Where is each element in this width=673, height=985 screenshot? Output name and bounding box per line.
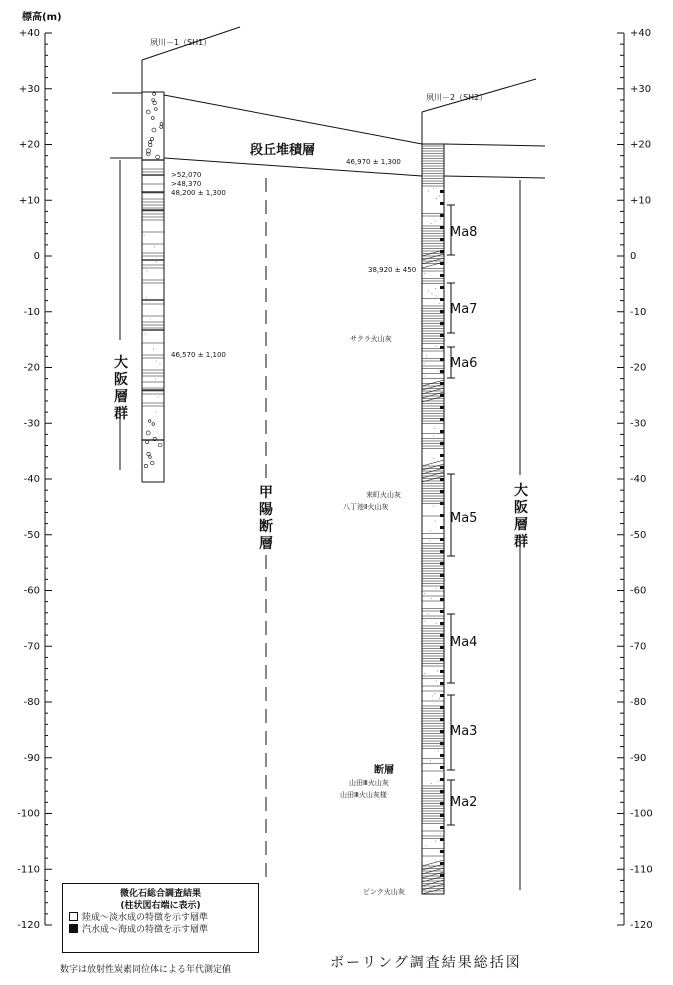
right-tick-label: -30 (630, 418, 647, 430)
microfossil-marker (440, 238, 444, 241)
vertical-char: 阪 (114, 372, 128, 388)
ma5-label: Ma5 (450, 511, 478, 526)
right-tick-label: -50 (630, 529, 647, 541)
sand-dot (436, 198, 437, 199)
left-tick-label: +20 (18, 139, 40, 151)
microfossil-marker (440, 754, 444, 757)
sand-dot (428, 613, 429, 614)
right-elevation-axis (617, 28, 653, 931)
corr-line-a2 (444, 144, 545, 146)
sand-dot (440, 833, 441, 834)
sand-dot (155, 412, 156, 413)
sand-dot (429, 541, 430, 542)
sand-dot (431, 783, 432, 784)
sand-dot (430, 531, 431, 532)
legend-box (62, 883, 259, 953)
microfossil-marker (440, 802, 444, 805)
sand-dot (426, 356, 427, 357)
open-square-icon (69, 912, 78, 921)
microfossil-marker (440, 838, 444, 841)
microfossil-marker (440, 526, 444, 529)
vertical-char: 甲 (259, 485, 273, 501)
sand-dot (432, 696, 433, 697)
osaka-label-left (114, 354, 128, 422)
microfossil-marker (440, 490, 444, 493)
right-tick-label: +40 (630, 28, 652, 39)
right-tick-label: 0 (630, 251, 637, 262)
sand-dot (437, 671, 438, 672)
sand-dot (435, 521, 436, 522)
microfossil-marker (440, 310, 444, 313)
vertical-char: 断 (259, 519, 273, 535)
right-tick-label: -80 (630, 697, 647, 708)
microfossil-marker (440, 406, 444, 409)
microfossil-marker (440, 538, 444, 541)
y-axis-title: 標高(m) (22, 12, 62, 23)
left-tick-label: -10 (23, 306, 40, 318)
corr-line-a (164, 95, 422, 144)
sand-dot (434, 693, 435, 694)
sand-dot (435, 841, 436, 842)
microfossil-marker (440, 334, 444, 337)
ash-pink: ピンク火山灰 (363, 888, 405, 896)
legend-title-1: 微化石総合調査結果 (119, 889, 201, 899)
microfossil-marker (440, 274, 444, 277)
ash-yamada3: 山田Ⅲ火山灰 (349, 779, 389, 787)
left-tick-label: +40 (18, 28, 40, 39)
right-tick-label: -10 (630, 306, 647, 318)
ash-hacchoike: 八丁池Ⅱ火山灰 (343, 503, 389, 511)
left-tick-label: -50 (23, 529, 40, 541)
left-tick-label: +10 (18, 195, 40, 207)
microfossil-marker (440, 562, 444, 565)
sand-dot (145, 334, 146, 335)
right-tick-label: -90 (630, 752, 647, 764)
sand-dot (438, 371, 439, 372)
sand-dot (433, 458, 434, 459)
right-tick-label: +20 (630, 139, 652, 151)
sand-dot (435, 221, 436, 222)
sand-dot (433, 506, 434, 507)
fault-small-label: 断層 (374, 765, 394, 776)
microfossil-marker (440, 730, 444, 733)
left-tick-label: -70 (23, 641, 40, 653)
microfossil-marker (440, 370, 444, 373)
left-tick-label: -110 (17, 864, 40, 876)
sand-dot (153, 349, 154, 350)
microfossil-marker (440, 358, 444, 361)
microfossil-marker (440, 514, 444, 517)
left-tick-label: 0 (33, 251, 40, 262)
date-sh2-0: 46,970 ± 1,300 (346, 158, 401, 166)
sand-dot (155, 379, 156, 380)
right-tick-label: -110 (630, 864, 653, 876)
legend-row-land: 陸成～淡水成の特徴を示す層準 (69, 912, 258, 924)
vertical-char: 層 (259, 536, 273, 552)
sh2-label: 夙川－2（SH2） (426, 93, 488, 102)
microfossil-marker (440, 670, 444, 673)
microfossil-marker (440, 502, 444, 505)
filled-square-icon (69, 924, 78, 933)
microfossil-marker (440, 442, 444, 445)
ash-sakura: サクラ火山灰 (350, 335, 392, 343)
sand-dot (431, 223, 432, 224)
figure-title: ボーリング調査結果総括図 (330, 955, 522, 971)
left-tick-label: -20 (23, 362, 40, 374)
microfossil-marker (440, 634, 444, 637)
microfossil-marker (440, 418, 444, 421)
sand-dot (424, 363, 425, 364)
microfossil-marker (440, 322, 444, 325)
borehole-sh1-column (142, 92, 164, 482)
microfossil-marker (440, 826, 444, 829)
date-sh1-1: >48,370 (171, 180, 202, 188)
right-tick-label: -100 (630, 808, 653, 820)
left-tick-label: -60 (23, 585, 40, 597)
left-tick-label: +30 (18, 83, 40, 95)
vertical-char: 大 (514, 483, 528, 499)
sand-dot (144, 235, 145, 236)
microfossil-marker (440, 682, 444, 685)
microfossil-marker (440, 646, 444, 649)
legend-title-2: (柱状図右端に表示) (120, 901, 201, 911)
microfossil-marker (440, 694, 444, 697)
date-sh1-3: 46,570 ± 1,100 (171, 351, 226, 359)
sand-dot (435, 288, 436, 289)
microfossil-marker (440, 430, 444, 433)
sand-dot (424, 593, 425, 594)
sand-dot (434, 428, 435, 429)
microfossil-marker (440, 850, 444, 853)
right-tick-label: +30 (630, 83, 652, 95)
microfossil-marker (440, 658, 444, 661)
microfossil-marker (440, 286, 444, 289)
terrace-label: 段丘堆積層 (250, 143, 316, 158)
sand-dot (156, 262, 157, 263)
microfossil-marker (440, 574, 444, 577)
ash-yamada3-like: 山田Ⅲ火山灰様 (340, 791, 387, 799)
osaka-label-right (514, 482, 528, 550)
ma7-label: Ma7 (450, 302, 478, 317)
right-tick-label: +10 (630, 195, 652, 207)
sand-dot (436, 346, 437, 347)
sand-dot (431, 598, 432, 599)
sand-dot (150, 319, 151, 320)
sand-dot (436, 623, 437, 624)
microfossil-marker (440, 610, 444, 613)
microfossil-marker (440, 298, 444, 301)
vertical-char: 群 (514, 534, 528, 550)
microfossil-marker (440, 190, 444, 193)
microfossil-marker (440, 226, 444, 229)
microfossil-marker (440, 598, 444, 601)
microfossil-marker (440, 766, 444, 769)
microfossil-marker (440, 742, 444, 745)
microfossil-marker (440, 622, 444, 625)
sand-dot (424, 673, 425, 674)
ma2-label: Ma2 (450, 795, 478, 810)
sand-dot (433, 188, 434, 189)
sand-dot (432, 293, 433, 294)
sand-dot (158, 397, 159, 398)
right-tick-label: -40 (630, 474, 647, 485)
sand-dot (147, 271, 148, 272)
ma4-label: Ma4 (450, 635, 478, 650)
ma6-label: Ma6 (450, 356, 478, 371)
sand-dot (436, 588, 437, 589)
sand-dot (440, 218, 441, 219)
sand-dot (439, 698, 440, 699)
microfossil-marker (440, 790, 444, 793)
footnote: 数字は放射性炭素同位体による年代測定値 (60, 965, 232, 975)
ash-kumachi: 来町火山灰 (366, 491, 401, 499)
vertical-char: 層 (114, 389, 128, 405)
microfossil-marker (440, 778, 444, 781)
sand-dot (435, 861, 436, 862)
sand-dot (439, 196, 440, 197)
sand-dot (436, 296, 437, 297)
corr-line-b2 (444, 176, 545, 178)
vertical-char: 群 (114, 406, 128, 422)
right-tick-label: -120 (630, 920, 653, 931)
sand-dot (426, 846, 427, 847)
sand-dot (433, 436, 434, 437)
microfossil-marker (440, 214, 444, 217)
microfossil-marker (440, 550, 444, 553)
microfossil-marker (440, 706, 444, 709)
sand-dot (146, 298, 147, 299)
microfossil-marker (440, 346, 444, 349)
legend-row-marine: 汽水成～海成の特徴を示す層準 (69, 924, 258, 936)
ma8-label: Ma8 (450, 225, 478, 240)
sand-dot (438, 751, 439, 752)
vertical-char: 阪 (514, 500, 528, 516)
fault-label-vertical (259, 485, 273, 552)
right-tick-label: -70 (630, 641, 647, 653)
left-tick-label: -100 (17, 808, 40, 820)
sand-dot (428, 291, 429, 292)
left-elevation-axis (17, 28, 52, 931)
right-tick-label: -20 (630, 362, 647, 374)
date-sh1-2: 48,200 ± 1,300 (171, 189, 226, 197)
microfossil-marker (440, 454, 444, 457)
microfossil-marker (440, 814, 444, 817)
sand-dot (439, 303, 440, 304)
sand-dot (428, 191, 429, 192)
microfossil-marker (440, 718, 444, 721)
sand-dot (424, 273, 425, 274)
date-sh2-1: 38,920 ± 450 (368, 266, 417, 274)
date-sh1-0: >52,070 (171, 171, 202, 179)
microfossil-marker (440, 478, 444, 481)
ma3-label: Ma3 (450, 724, 478, 739)
right-tick-label: -60 (630, 585, 647, 597)
sand-dot (436, 681, 437, 682)
sand-dot (430, 761, 431, 762)
microfossil-marker (440, 586, 444, 589)
sand-dot (438, 781, 439, 782)
sand-dot (425, 376, 426, 377)
left-tick-label: -120 (17, 920, 40, 931)
vertical-char: 大 (114, 355, 128, 371)
vertical-char: 層 (514, 517, 528, 533)
sh1-label: 夙川－1（SH1） (150, 38, 212, 47)
borehole-sh2-column (422, 144, 444, 894)
left-tick-label: -90 (23, 752, 40, 764)
left-tick-label: -40 (23, 474, 40, 485)
left-tick-label: -30 (23, 418, 40, 430)
sand-dot (160, 364, 161, 365)
sand-dot (154, 247, 155, 248)
vertical-char: 陽 (259, 502, 273, 518)
left-tick-label: -80 (23, 697, 40, 708)
sand-dot (156, 361, 157, 362)
microfossil-marker (440, 202, 444, 205)
sand-dot (425, 621, 426, 622)
